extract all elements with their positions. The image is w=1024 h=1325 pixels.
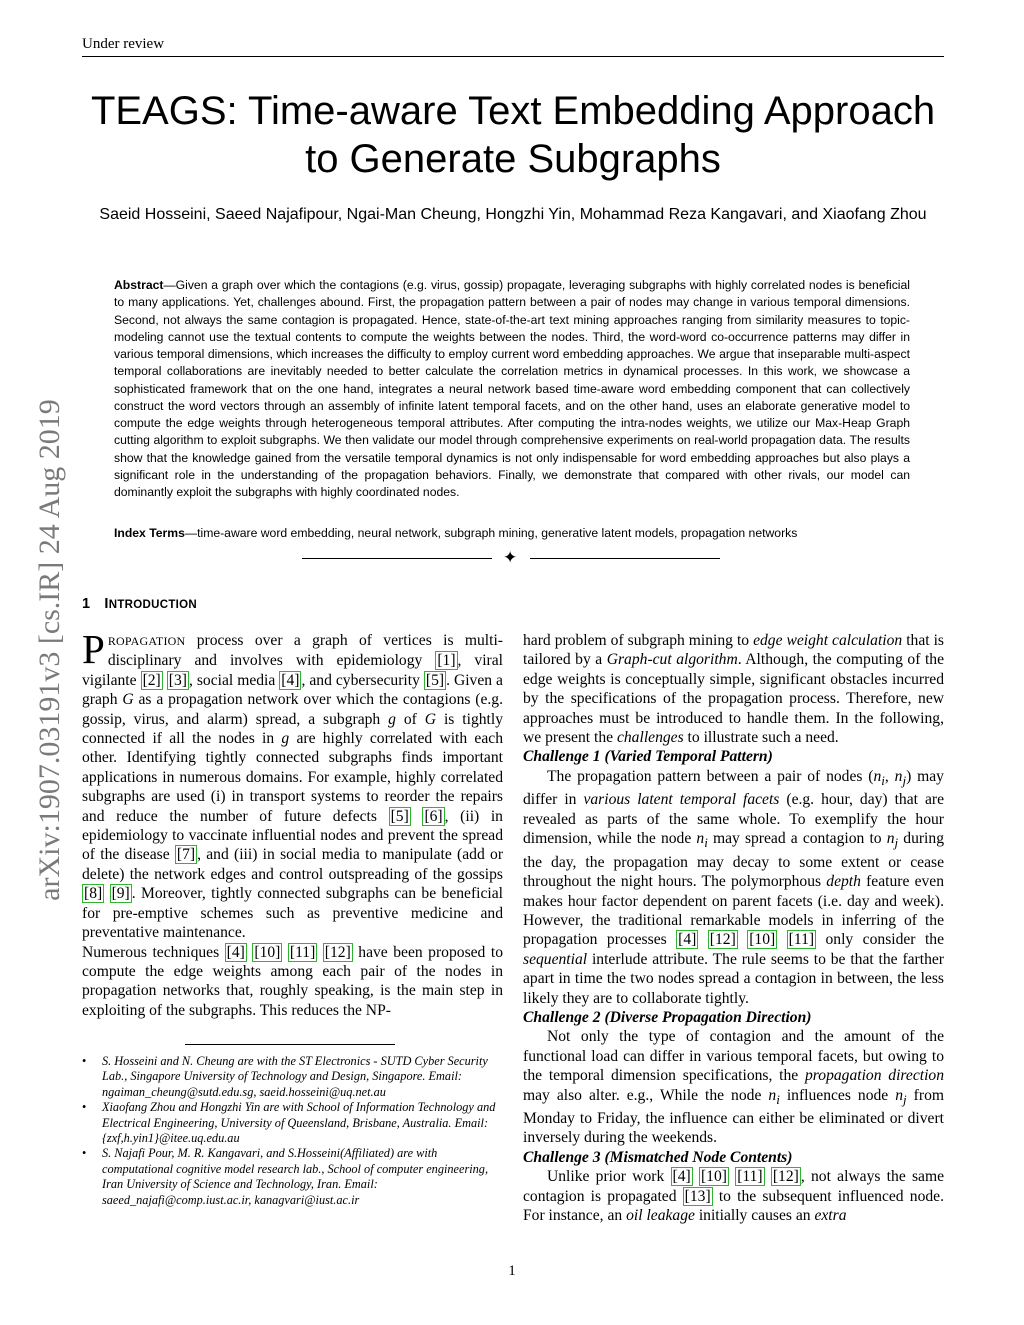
index-terms-label: Index Terms	[114, 526, 185, 540]
paper-title: TEAGS: Time-aware Text Embedding Approach to Generate Subgraphs	[90, 89, 936, 181]
citation-link[interactable]: [9]	[111, 885, 130, 903]
citation-link[interactable]: [12]	[772, 1168, 799, 1186]
abstract-label: Abstract	[114, 278, 164, 292]
citation-link[interactable]: [4]	[226, 943, 245, 961]
citation-link[interactable]: [2]	[142, 671, 161, 689]
section-number: 1	[82, 596, 91, 612]
footnote-item: • S. Hosseini and N. Cheung are with the ST Electronics - SUTD Cyber Security Lab., Singapore University of Technology and Design, Singapore. Email: ngaiman_cheung@sutd.edu.sg, saeid.hosseini@uq.net.au	[82, 1054, 503, 1100]
running-header: Under review	[82, 36, 165, 52]
citation-link[interactable]: [6]	[424, 807, 443, 825]
challenge-3-text: Unlike prior work [4] [10] [11] [12] , not always the same contagion is propagated [13] to the subsequent influenced node. For instance, an oil leakage initially causes an extra	[523, 1168, 945, 1225]
header-rule	[82, 56, 944, 57]
affiliation-footnotes	[82, 1054, 503, 1208]
section-heading	[82, 596, 197, 612]
citation-link[interactable]: [5]	[425, 671, 445, 689]
challenge-1-heading: Challenge 1 (Varied Temporal Pattern)	[523, 748, 773, 766]
footnote-item: • S. Najafi Pour, M. R. Kangavari, and S.Hosseini(Affiliated) are with computational cognitive model research lab., School of computer engineering, Iran University of Science and Technology, Iran. Email: saeed_najafi@comp.iust.ac.ir, kanagvari@iust.ac.ir	[82, 1146, 503, 1208]
abstract-text: —Given a graph over which the contagions (e.g. virus, gossip) propagate, leveraging subgraphs with highly correlated nodes is beneficial to many applications. Yet, challenges abound. First, the propagation pattern between a pair of nodes may change in various temporal dimensions. Second, not always the same contagion is propagated. Hence, state-of-the-art text mining approaches ranging from similarity measures to topic-modeling cannot use the textual contents to compute the weights between the nodes. Third, the word-word co-occurrence patterns may differ in various temporal dimensions, which increases the difficulty to employ current word embedding approaches. We argue that inseparable multi-aspect temporal collaborations are inevitably needed to better calculate the correlation metrics in dynamical processes. In this work, we showcase a sophisticated framework that on the one hand, integrates a neural network based time-aware word embedding component that can collectively construct the word vectors through an assembly of infinite latent temporal facets, and on the other hand, uses an elaborate generative model to compute the edge weights through heterogeneous temporal attributes. After computing the intra-nodes weights, we utilize our Max-Heap Graph cutting algorithm to exploit subgraphs. We then validate our model through comprehensive experiments on real-world propagation data. The results show that the knowledge gained from the versatile temporal dynamics is not only indispensable for word embedding approaches but also plays a significant role in the understanding of the propagation behaviors. Finally, we demonstrate that compared with other rivals, our model can dominantly exploit the subgraphs with highly coordinated nodes.	[114, 278, 910, 499]
citation-link[interactable]: [10]	[700, 1168, 727, 1186]
left-column	[82, 626, 504, 1020]
citation-link[interactable]: [4]	[678, 931, 697, 949]
intro-paragraph-1: PROPAGATION process over a graph of vertices is multi-disciplinary and involves with epidemiology [1] , viral vigilante [2] [3] , social media [4] , and cybersecurity [5] . Given a graph G as a propagation network over which the contagions (e.g. gossip, virus, and alarm) spread, a subgraph g of G is tightly connected if all the nodes in g are highly correlated with each other. Identifying tightly connected subgraphs finds important applications in numerous domains. For example, highly correlated subgraphs are used (i) in transport systems to reorder the repairs and reduce the number of future defects [5] [6] , (ii) in epidemiology to vaccinate influential nodes and prevent the spread of the disease [7] , and (iii) in social media to manipulate (add or delete) the network edges and control outspreading of the gossips [8] [9] . Moreover, tightly connected subgraphs can be beneficial for pre-emptive schemes such as preventive medicine and preventative maintenance.	[82, 626, 504, 942]
abstract	[114, 277, 910, 501]
author-list: Saeid Hosseini, Saeed Najafipour, Ngai-Man Cheung, Hongzhi Yin, Mohammad Reza Kangavari, and Xiaofang Zhou	[99, 206, 927, 223]
citation-link[interactable]: [10]	[254, 943, 281, 961]
citation-link[interactable]: [13]	[684, 1187, 711, 1205]
footnote-item: • Xiaofang Zhou and Hongzhi Yin are with School of Information Technology and Electrical Engineering, University of Queensland, Brisbane, Australia. Email: {zxf,h.yin1}@itee.uq.edu.au	[82, 1100, 503, 1146]
page-number: 1	[508, 1263, 516, 1279]
citation-link[interactable]: [10]	[749, 931, 776, 949]
index-terms	[114, 525, 914, 542]
citation-link[interactable]: [5]	[390, 807, 409, 825]
arxiv-stamp: arXiv:1907.03191v3 [cs.IR] 24 Aug 2019	[33, 399, 66, 901]
right-column	[523, 631, 944, 1226]
citation-link[interactable]: [11]	[289, 943, 316, 961]
citation-link[interactable]: [11]	[737, 1168, 763, 1186]
challenge-2-heading: Challenge 2 (Diverse Propagation Direction)	[523, 1008, 812, 1026]
citation-link[interactable]: [4]	[672, 1168, 691, 1186]
challenge-2-text: Not only the type of contagion and the amount of the functional load can differ in various temporal facets, but owing to the temporal dimension specifications, the propagation direction may also alter. e.g., While the node $n_i$ influences node $n_j$ from Monday to Friday, the influence can either be eliminated or divert inversely during the weekends.	[523, 1028, 945, 1147]
citation-link[interactable]: [3]	[168, 671, 187, 689]
intro-paragraph-3: hard problem of subgraph mining to edge weight calculation that is tailored by a Graph-cut algorithm. Although, the computing of the edge weights is conceptually simple, significant obstacles incurred by the specifications of the propagation process. Therefore, new approaches must be introduced to handle them. In the following, we present the challenges to illustrate such a need.	[523, 632, 944, 747]
drop-cap: P	[82, 626, 105, 672]
footnote-rule	[185, 1044, 395, 1045]
citation-link[interactable]: [7]	[176, 846, 196, 864]
citation-link[interactable]: [12]	[709, 931, 736, 949]
citation-link[interactable]: [8]	[84, 885, 103, 903]
citation-link[interactable]: [1]	[437, 652, 456, 670]
separator-line-right	[530, 558, 720, 559]
intro-paragraph-2: Numerous techniques [4] [10] [11] [12] have been proposed to compute the edge weights among each pair of the nodes in propagation networks that, roughly speaking, is the main step in exploiting of the subgraphs. This reduces the NP-	[82, 943, 503, 1019]
challenge-1-text: The propagation pattern between a pair of nodes ($n_i$, $n_j$) may differ in various latent temporal facets (e.g. hour, day) that are revealed as parts of the same whole. To exemplify the hour dimension, while the node $n_i$ may spread a contagion to $n_j$ during the day, the propagation may decay to some extent or cease throughout the night hours. The polymorphous depth feature even makes hour factor dependent on parent facets (i.e. day and week). However, the traditional remarkable models in inferring of the propagation processes [4] [12] [10] [11] only consider the sequential interlude attribute. The rule seems to be that the farther apart in time the two nodes spread a contagion in between, the less likely they are to collaborate tightly.	[523, 767, 945, 1007]
section-title-initial: I	[104, 596, 109, 612]
citation-link[interactable]: [4]	[281, 671, 300, 689]
citation-link[interactable]: [12]	[324, 943, 351, 961]
separator-star-icon: ✦	[503, 548, 518, 567]
index-terms-text: —time-aware word embedding, neural network, subgraph mining, generative latent models, propagation networks	[184, 526, 798, 540]
separator-line-left	[302, 558, 492, 559]
citation-link[interactable]: [11]	[788, 931, 815, 949]
section-title-rest: NTRODUCTION	[108, 599, 197, 611]
challenge-3-heading: Challenge 3 (Mismatched Node Contents)	[523, 1148, 793, 1166]
